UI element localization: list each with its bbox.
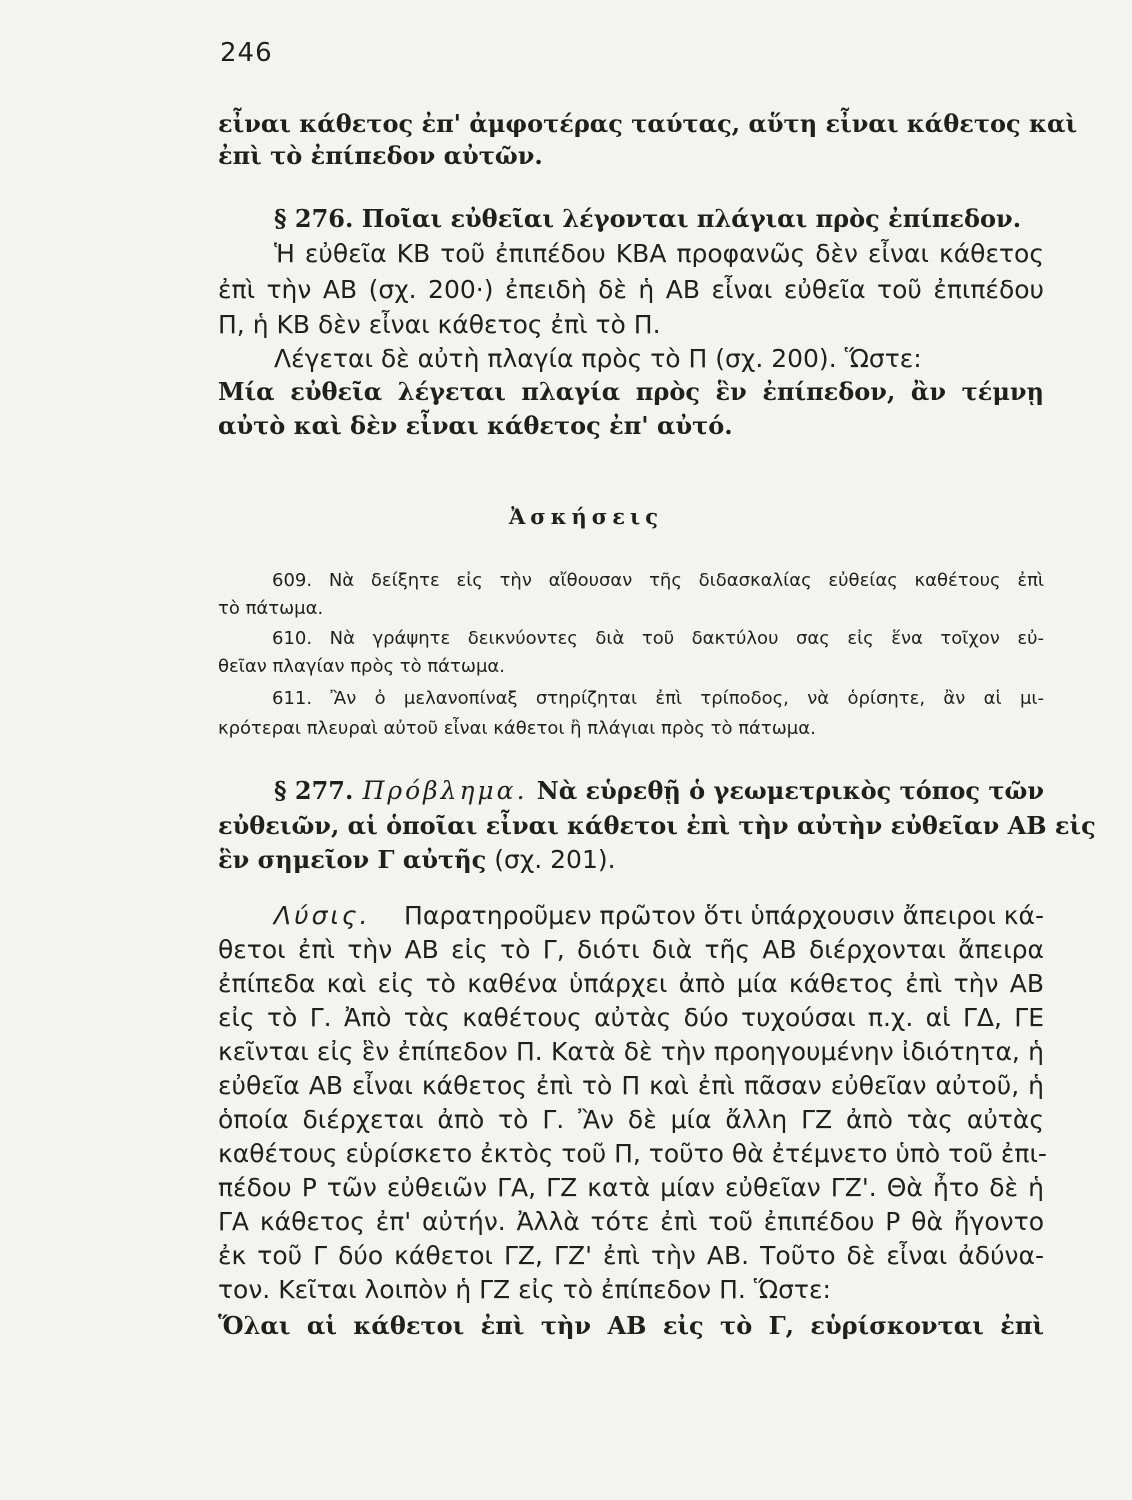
- section-277-title-bold: ἓν σημεῖον Γ αὐτῆς: [218, 845, 487, 874]
- exercise-611-cont: κρότεραι πλευραὶ αὐτοῦ εἶναι κάθετοι ἢ πλάγιαι πρὸς τὸ πάτωμα.: [218, 718, 816, 739]
- exercise-611: 611. Ἂν ὁ μελανοπίναξ στηρίζηται ἐπὶ τρίποδος, νὰ ὁρίσητε, ἂν αἱ μι-: [272, 688, 1044, 709]
- exercise-610: 610. Νὰ γράψητε δεικνύοντες διὰ τοῦ δακτύλου σας εἰς ἕνα τοῖχον εὐ-: [272, 628, 1044, 649]
- solution-first-text: Παρατηροῦμεν πρῶτον ὅτι ὑπάρχουσιν ἄπειροι κά-: [404, 901, 1044, 930]
- section-277-title-line-2: εὐθειῶν, αἱ ὁποῖαι εἶναι κάθετοι ἐπὶ τὴν αὐτὴν εὐθεῖαν ΑΒ εἰς: [218, 811, 1096, 840]
- exercises-heading: Ἀσκήσεις: [509, 504, 663, 529]
- solution-line-7: καθέτους εὑρίσκετο ἐκτὸς τοῦ Π, τοῦτο θὰ ἐτέμνετο ὑπὸ τοῦ ἐπι-: [218, 1139, 1047, 1168]
- solution-line-1: θετοι ἐπὶ τὴν ΑΒ εἰς τὸ Γ, διότι διὰ τῆς ΑΒ διέρχονται ἄπειρα: [218, 935, 1044, 964]
- exercise-610-cont: θεῖαν πλαγίαν πρὸς τὸ πάτωμα.: [218, 656, 505, 677]
- exercise-609: 609. Νὰ δείξητε εἰς τὴν αἴθουσαν τῆς διδασκαλίας εὐθείας καθέτους ἐπὶ: [272, 570, 1044, 591]
- solution-line-10: ἐκ τοῦ Γ δύο κάθετοι ΓΖ, ΓΖ' ἐπὶ τὴν ΑΒ. Τοῦτο δὲ εἶναι ἀδύνα-: [218, 1241, 1044, 1270]
- section-276-line-1: Ἡ εὐθεῖα ΚΒ τοῦ ἐπιπέδου ΚΒΑ προφανῶς δὲν εἶναι κάθετος: [274, 239, 1044, 268]
- section-277-title-text: Νὰ εὑρεθῇ ὁ γεωμετρικὸς τόπος τῶν: [536, 776, 1044, 805]
- solution-line-4: κεῖνται εἰς ἓν ἐπίπεδον Π. Κατὰ δὲ τὴν προηγουμένην ἰδιότητα, ἡ: [218, 1037, 1044, 1066]
- solution-line-9: ΓΑ κάθετος ἐπ' αὐτήν. Ἀλλὰ τότε ἐπὶ τοῦ ἐπιπέδου Ρ θὰ ἤγοντο: [218, 1207, 1044, 1236]
- intro-line-2: ἐπὶ τὸ ἐπίπεδον αὐτῶν.: [218, 141, 543, 170]
- page-number: 246: [220, 38, 273, 68]
- figure-reference: (σχ. 201).: [494, 845, 616, 874]
- section-276-line-2: ἐπὶ τὴν ΑΒ (σχ. 200·) ἐπειδὴ δὲ ἡ ΑΒ εἶναι εὐθεῖα τοῦ ἐπιπέδου: [218, 275, 1044, 304]
- solution-label: Λύσις.: [274, 901, 371, 930]
- section-277-title-line-3: [218, 844, 1044, 876]
- exercise-609-cont: τὸ πάτωμα.: [218, 598, 324, 619]
- section-276-line-4: Λέγεται δὲ αὐτὴ πλαγία πρὸς τὸ Π (σχ. 200). Ὥστε:: [274, 344, 922, 373]
- solution-line-3: εἰς τὸ Γ. Ἀπὸ τὰς καθέτους αὐτὰς δύο τυχούσαι π.χ. αἱ ΓΔ, ΓΕ: [218, 1003, 1044, 1032]
- definition-line-2: αὐτὸ καὶ δὲν εἶναι κάθετος ἐπ' αὐτό.: [218, 411, 733, 440]
- solution-line-5: εὐθεῖα ΑΒ εἶναι κάθετος ἐπὶ τὸ Π καὶ ἐπὶ πᾶσαν εὐθεῖαν αὐτοῦ, ἡ: [218, 1071, 1044, 1100]
- section-277-title: [274, 775, 1044, 807]
- conclusion-line: Ὅλαι αἱ κάθετοι ἐπὶ τὴν ΑΒ εἰς τὸ Γ, εὑρίσκονται ἐπὶ: [218, 1311, 1044, 1340]
- section-276-title: § 276. Ποῖαι εὐθεῖαι λέγονται πλάγιαι πρὸς ἐπίπεδον.: [274, 204, 1022, 233]
- section-277-number: § 277.: [274, 776, 354, 805]
- definition-line-1: Μία εὐθεῖα λέγεται πλαγία πρὸς ἓν ἐπίπεδον, ἂν τέμνῃ: [218, 377, 1044, 406]
- solution-line-6: ὁποία διέρχεται ἀπὸ τὸ Γ. Ἂν δὲ μία ἄλλη ΓΖ ἀπὸ τὰς αὐτὰς: [218, 1105, 1044, 1134]
- solution-line-11: τον. Κεῖται λοιπὸν ἡ ΓΖ εἰς τὸ ἐπίπεδον Π. Ὥστε:: [218, 1275, 831, 1304]
- intro-line-1: εἶναι κάθετος ἐπ' ἀμφοτέρας ταύτας, αὕτη εἶναι κάθετος καὶ: [218, 109, 1078, 138]
- solution-line-2: ἐπίπεδα καὶ εἰς τὸ καθένα ὑπάρχει ἀπὸ μία κάθετος ἐπὶ τὴν ΑΒ: [218, 969, 1044, 998]
- solution-line-0: [274, 900, 1044, 932]
- solution-line-8: πέδου Ρ τῶν εὐθειῶν ΓΑ, ΓΖ κατὰ μίαν εὐθεῖαν ΓΖ'. Θὰ ἦτο δὲ ἡ: [218, 1173, 1044, 1202]
- section-276-line-3: Π, ἡ ΚΒ δὲν εἶναι κάθετος ἐπὶ τὸ Π.: [218, 310, 661, 339]
- problem-label: Πρόβλημα.: [362, 776, 528, 805]
